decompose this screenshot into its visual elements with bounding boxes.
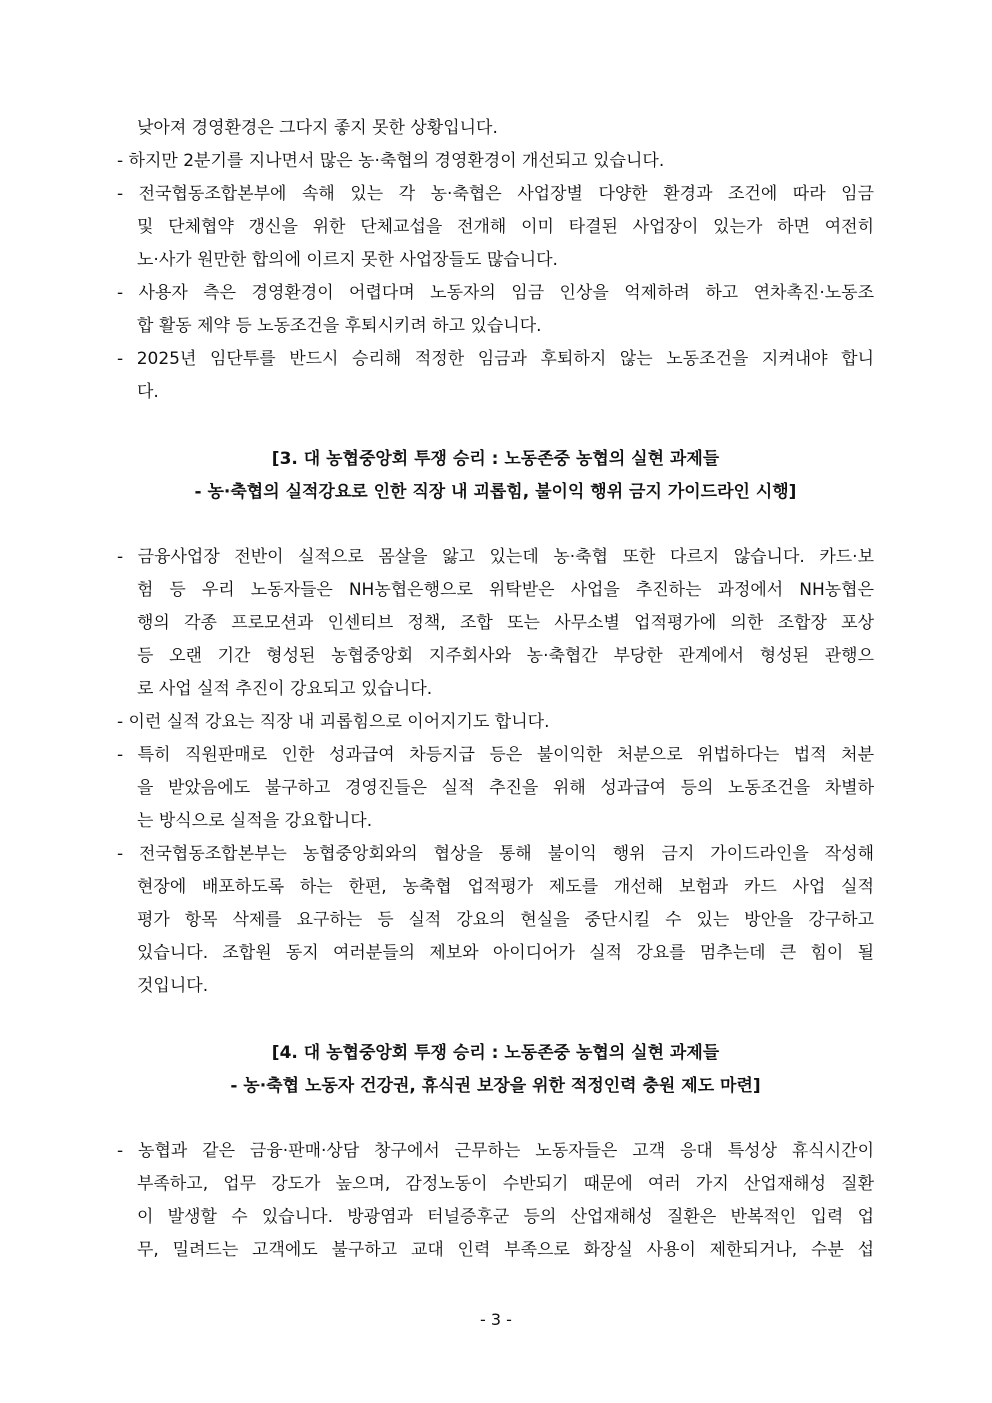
body-text-line: 는 방식으로 실적을 강요합니다. [137,811,373,831]
body-text-line: 평가 항목 삭제를 요구하는 등 실적 강요의 현실을 중단시킬 수 있는 방안을 강구하고 [137,910,874,930]
bullet-line: - 특히 직원판매로 인한 성과급여 차등지급 등은 불이익한 처분으로 위법하다는 법적 처분 [117,745,874,765]
page-number: - 3 - [480,1310,512,1329]
body-text-line: 을 받았음에도 불구하고 경영진들은 실적 추진을 위해 성과급여 등의 노동조건을 차별하 [137,778,874,798]
body-text-line: 로 사업 실적 추진이 강요되고 있습니다. [137,679,433,699]
body-text-line: 노·사가 원만한 합의에 이르지 못한 사업장들도 많습니다. [137,250,558,270]
body-text-line: 낮아져 경영환경은 그다지 좋지 못한 상황입니다. [137,118,498,138]
body-text-line: 및 단체협약 갱신을 위한 단체교섭을 전개해 이미 타결된 사업장이 있는가 하면 여전히 [137,217,874,237]
bullet-line: - 농협과 같은 금융·판매·상담 창구에서 근무하는 노동자들은 고객 응대 특성상 휴식시간이 [117,1141,874,1161]
section-3-subheading: - 농·축협의 실적강요로 인한 직장 내 괴롭힘, 불이익 행위 금지 가이드라인 시행] [194,482,797,502]
body-text-line: 등 오랜 기간 형성된 농협중앙회 지주회사와 농·축협간 부당한 관계에서 형성된 관행으 [137,646,874,666]
body-text-line: 합 활동 제약 등 노동조건을 후퇴시키려 하고 있습니다. [137,316,542,336]
section-3-heading: [3. 대 농협중앙회 투쟁 승리 : 노동존중 농협의 실현 과제들 [271,449,720,469]
bullet-line: - 이런 실적 강요는 직장 내 괴롭힘으로 이어지기도 합니다. [117,712,550,732]
bullet-line: - 전국협동조합본부는 농협중앙회와의 협상을 통해 불이익 행위 금지 가이드라인을 작성해 [117,844,874,864]
body-text-line: 현장에 배포하도록 하는 한편, 농축협 업적평가 제도를 개선해 보험과 카드 사업 실적 [137,877,874,897]
bullet-line: - 금융사업장 전반이 실적으로 몸살을 앓고 있는데 농·축협 또한 다르지 않습니다. 카드·보 [117,547,874,567]
body-text-line: 이 발생할 수 있습니다. 방광염과 터널증후군 등의 산업재해성 질환은 반복적인 입력 업 [137,1207,874,1227]
body-text-line: 행의 각종 프로모션과 인센티브 정책, 조합 또는 사무소별 업적평가에 의한 조합장 포상 [137,613,874,633]
body-text-line: 것입니다. [137,976,209,996]
body-text-line: 다. [137,382,159,402]
bullet-line: - 하지만 2분기를 지나면서 많은 농·축협의 경영환경이 개선되고 있습니다. [117,151,665,171]
body-text-line: 무, 밀려드는 고객에도 불구하고 교대 인력 부족으로 화장실 사용이 제한되거나, 수분 섭 [137,1240,874,1260]
body-text-line: 부족하고, 업무 강도가 높으며, 감정노동이 수반되기 때문에 여러 가지 산업재해성 질환 [137,1174,874,1194]
section-4-heading: [4. 대 농협중앙회 투쟁 승리 : 노동존중 농협의 실현 과제들 [271,1043,720,1063]
section-4-subheading: - 농·축협 노동자 건강권, 휴식권 보장을 위한 적정인력 충원 제도 마련] [230,1076,761,1096]
body-text-line: 있습니다. 조합원 동지 여러분들의 제보와 아이디어가 실적 강요를 멈추는데 큰 힘이 될 [137,943,874,963]
bullet-line: - 전국협동조합본부에 속해 있는 각 농·축협은 사업장별 다양한 환경과 조건에 따라 임금 [117,184,874,204]
bullet-line: - 2025년 임단투를 반드시 승리해 적정한 임금과 후퇴하지 않는 노동조건을 지켜내야 합니 [117,349,874,369]
body-text-line: 험 등 우리 노동자들은 NH농협은행으로 위탁받은 사업을 추진하는 과정에서 NH농협은 [137,580,874,600]
bullet-line: - 사용자 측은 경영환경이 어렵다며 노동자의 임금 인상을 억제하려 하고 연차촉진·노동조 [117,283,874,303]
